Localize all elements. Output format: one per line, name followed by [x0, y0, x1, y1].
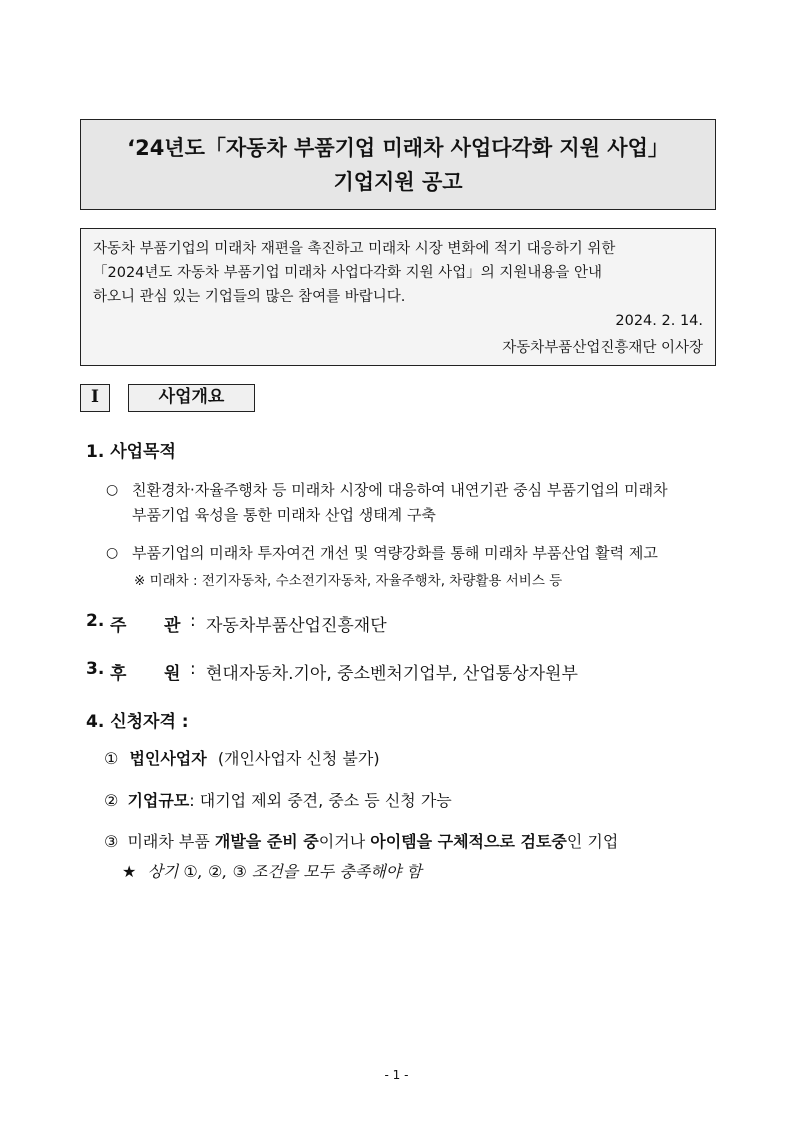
- sponsor-sep: :: [190, 659, 196, 679]
- title-line-2: 기업지원 공고: [333, 170, 463, 194]
- purpose-note: ※ 미래차 : 전기자동차, 수소전기자동차, 자율주행차, 차량활용 서비스 등: [134, 573, 563, 589]
- sponsor-number: 3.: [86, 659, 105, 679]
- condition-2-rest: : 대기업 제외 중견, 중소 등 신청 가능: [189, 791, 452, 810]
- purpose-item-2: [106, 542, 118, 561]
- condition-3-bold-2: 아이템을 구체적으로 검토중: [370, 832, 567, 851]
- notice-line-3: 하오니 관심 있는 기업들의 많은 참여를 바랍니다.: [93, 289, 406, 305]
- organizer-sep: :: [190, 611, 196, 631]
- announcement-title-box: [80, 119, 716, 210]
- purpose-heading: 1. 사업목적: [86, 442, 176, 462]
- bullet-circle-icon: ○: [106, 545, 119, 561]
- eligibility-condition-2: [104, 788, 452, 811]
- section-number: I: [80, 384, 110, 412]
- eligibility-heading: 4. 신청자격 :: [86, 712, 189, 732]
- sponsor-label-b: 원: [164, 664, 181, 684]
- condition-3-text-3: 인 기업: [566, 832, 619, 851]
- star-icon: ★: [122, 862, 137, 881]
- organizer-value: 자동차부품산업진흥재단: [206, 616, 387, 636]
- condition-3-text-2: 이거나: [318, 832, 371, 851]
- purpose-item-1-line-2: 부품기업 육성을 통한 미래차 산업 생태계 구축: [132, 506, 436, 524]
- eligibility-condition-1: [104, 746, 380, 769]
- notice-box: [80, 228, 716, 366]
- condition-1-bold: 법인사업자: [129, 749, 207, 768]
- section-title: 사업개요: [128, 384, 255, 412]
- purpose-item-1: [106, 479, 118, 498]
- condition-2-mark: ②: [104, 791, 119, 810]
- organizer-label-a: 주: [110, 616, 127, 636]
- condition-3-mark: ③: [104, 832, 119, 851]
- notice-date: 2024. 2. 14.: [615, 313, 703, 329]
- organizer-label-b: 관: [164, 616, 181, 636]
- organizer-number: 2.: [86, 611, 105, 631]
- notice-line-1: 자동차 부품기업의 미래차 재편을 촉진하고 미래차 시장 변화에 적기 대응하기 위한: [93, 241, 616, 257]
- notice-signer: 자동차부품산업진흥재단 이사장: [502, 340, 703, 356]
- sponsor-row: [86, 659, 578, 684]
- title-line-1: ‘24년도「자동차 부품기업 미래차 사업다각화 지원 사업」: [127, 136, 669, 160]
- condition-3-text-1: 미래차 부품: [127, 832, 215, 851]
- purpose-item-1-line-1: 친환경차·자율주행차 등 미래차 시장에 대응하여 내연기관 중심 부품기업의 미래차: [132, 481, 668, 499]
- page-number: - 1 -: [384, 1068, 409, 1082]
- eligibility-note-text: 상기 ①, ②, ③ 조건을 모두 충족해야 함: [147, 862, 422, 881]
- bullet-circle-icon: ○: [106, 482, 119, 498]
- sponsor-label-a: 후: [110, 664, 127, 684]
- condition-1-mark: ①: [104, 749, 119, 768]
- sponsor-value: 현대자동차.기아, 중소벤처기업부, 산업통상자원부: [206, 664, 578, 684]
- purpose-item-2-text: 부품기업의 미래차 투자여건 개선 및 역량강화를 통해 미래차 부품산업 활력 제고: [132, 544, 658, 562]
- condition-2-bold: 기업규모: [127, 791, 190, 810]
- notice-line-2: 「2024년도 자동차 부품기업 미래차 사업다각화 지원 사업」의 지원내용을 안내: [93, 265, 602, 281]
- eligibility-note: [122, 859, 422, 882]
- condition-1-rest: (개인사업자 신청 불가): [217, 749, 380, 768]
- organizer-row: [86, 611, 387, 636]
- eligibility-condition-3: [104, 829, 618, 852]
- condition-3-bold-1: 개발을 준비 중: [214, 832, 319, 851]
